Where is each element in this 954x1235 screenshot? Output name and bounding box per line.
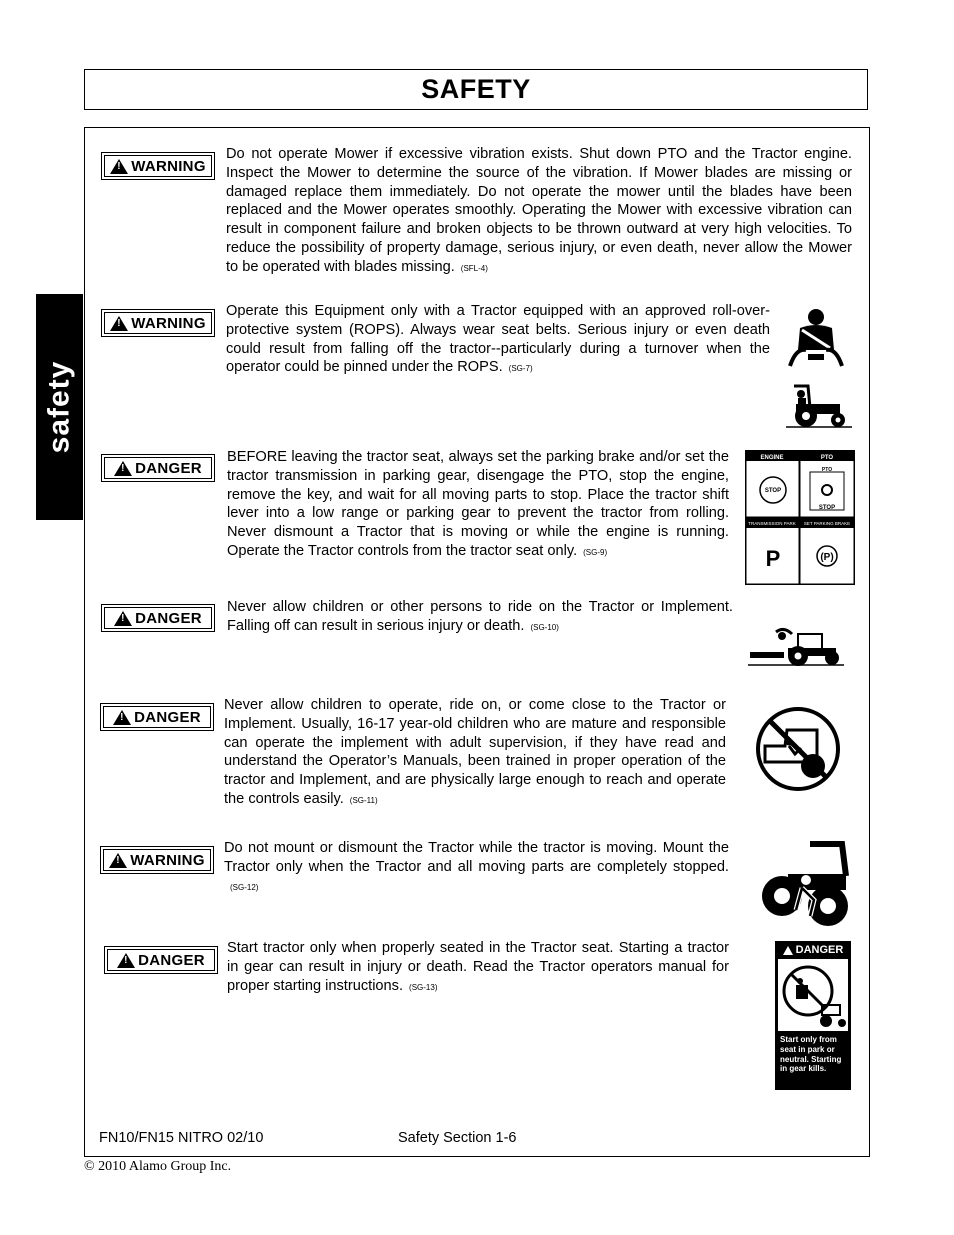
engine-stop-label: STOP — [764, 488, 782, 494]
parking-brake-p: (P) — [820, 552, 834, 563]
safety-message: Operate this Equipment only with a Tractor equipped with an approved roll-over-protective system (ROPS). Always wear seat belts. Serious injury or even death could result from falling off the tractor--particularly during a turnover when the operator could be pinned under the ROPS. (SG-7) — [226, 303, 770, 376]
safety-message: Never allow children to operate, ride on, or come close to the Tractor or Implement. Usually, 16-17 year-old children who are mature and responsible can operate the implement with adult supervision, if they have read and understand the Operator’s Manuals, been trained in proper operation of the tractor and Implement, and are physically large enough to reach and operate the controls easily. (SG-11) — [224, 697, 726, 807]
side-tab — [36, 294, 83, 520]
parking-brake-label: SET PARKING BRAKE — [803, 521, 851, 526]
safety-message: Never allow children or other persons to ride on the Tractor or Implement. Falling off can result in serious injury or death. (SG-10) — [227, 599, 733, 634]
page-title: SAFETY — [421, 74, 531, 104]
alert-triangle-icon — [110, 159, 128, 174]
pto-label: PTO — [820, 455, 834, 461]
danger-badge: ! DANGER — [104, 946, 218, 974]
start-in-gear-prohibition-icon — [778, 959, 848, 1031]
safety-message: Do not operate Mower if excessive vibration exists. Shut down PTO and the Tractor engine. Inspect the Mower to determine the source of the vibration. If Mower blades are missing or damaged replace them immediately. Do not operate the mower until the blades have been replaced and the Mower operates smoothly. Operating the Mower with excessive vibration can result in component failure and broken objects to be thrown outward at very high velocities. To reduce the possibility of property damage, serious injury, or even death, never allow the Mower to be operated with blades missing. (SFL-4) — [226, 146, 852, 275]
danger-badge: ! DANGER — [100, 703, 214, 731]
seatbelt-operator-icon — [786, 308, 846, 370]
transmission-label: TRANSMISSION PARK — [748, 521, 796, 526]
safety-message: Do not mount or dismount the Tractor while the tractor is moving. Mount the Tractor only when the Tractor and all moving parts are completely stopped.(SG-12) — [224, 840, 729, 892]
copyright: © 2010 Alamo Group Inc. — [84, 1159, 232, 1174]
mount-moving-tractor-icon — [758, 840, 852, 928]
danger-badge: ! DANGER — [101, 454, 215, 482]
footer-section: Safety Section 1-6 — [398, 1130, 517, 1146]
danger-badge: ! DANGER — [101, 604, 215, 632]
danger-decal — [775, 941, 851, 1090]
page-header — [84, 69, 868, 110]
alert-triangle-icon — [113, 710, 131, 725]
footer-model: FN10/FN15 NITRO 02/10 — [99, 1130, 264, 1146]
warning-badge: ! WARNING — [100, 846, 214, 874]
alert-triangle-icon — [109, 853, 127, 868]
danger-decal-title: DANGER — [775, 941, 851, 959]
alert-triangle-icon — [114, 461, 132, 476]
park-p-label: P — [765, 546, 781, 571]
side-tab-label: safety — [42, 360, 76, 454]
warning-badge: ! WARNING — [101, 309, 215, 337]
pto-sub-label: PTO — [821, 467, 833, 473]
safety-message: BEFORE leaving the tractor seat, always set the parking brake and/or set the tractor transmission in parking gear, disengage the PTO, stop the engine, remove the key, and wait for all moving parts to stop. Place the tractor shift lever into a low range or parking gear to prevent the tractor from rolling. Never dismount a Tractor that is moving or while the engine is running. Operate the Tractor controls from the tractor seat only. (SG-9) — [227, 449, 729, 559]
engine-label: ENGINE — [760, 455, 784, 461]
alert-triangle-icon — [117, 953, 135, 968]
safety-message: Start tractor only when properly seated in the Tractor seat. Starting a tractor in gear can result in injury or death. Read the Tractor operators manual for proper starting instructions. (SG-13) — [227, 940, 729, 994]
no-children-prohibition-icon — [755, 706, 841, 792]
rider-falling-tractor-icon — [748, 622, 844, 668]
danger-decal-text: Start only from seat in park or neutral. Starting in gear kills. — [780, 1035, 842, 1074]
warning-badge: ! WARNING — [101, 152, 215, 180]
alert-triangle-icon — [114, 611, 132, 626]
pto-stop-label: STOP — [818, 505, 836, 511]
tractor-controls-panel — [745, 450, 855, 585]
tractor-rops-icon — [786, 380, 852, 430]
alert-triangle-icon — [110, 316, 128, 331]
alert-triangle-icon — [783, 946, 793, 955]
